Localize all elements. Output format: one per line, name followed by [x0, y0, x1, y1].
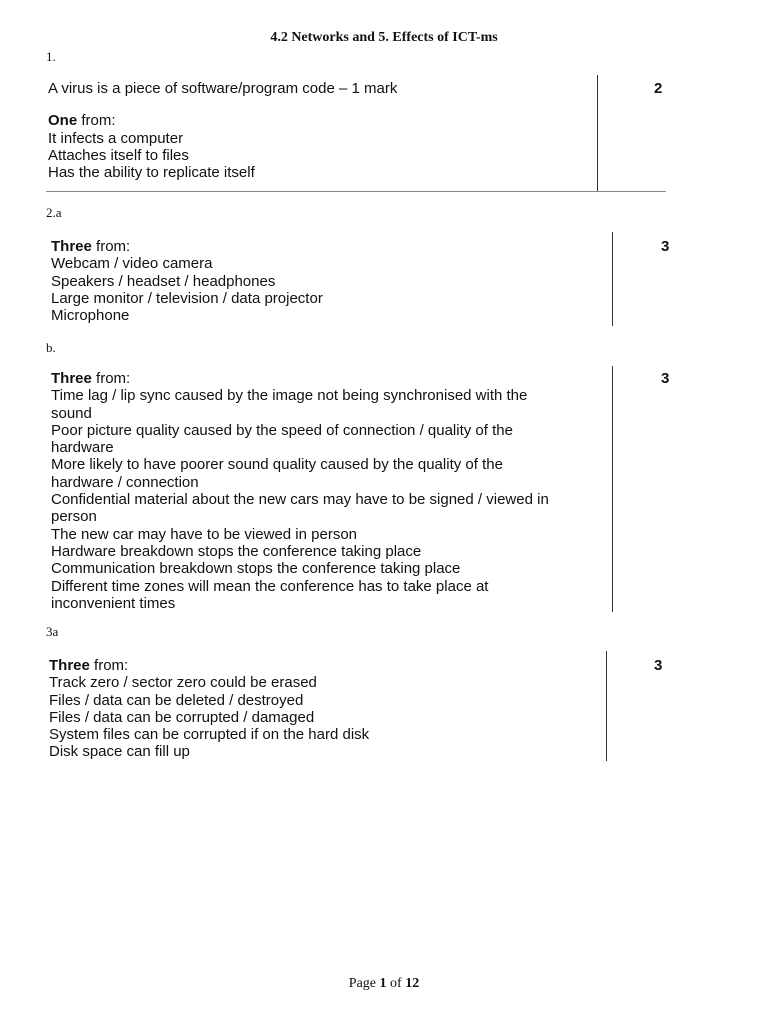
- answer-line: Webcam / video camera: [51, 255, 213, 273]
- column-divider: [606, 651, 607, 761]
- answer-line: Microphone: [51, 307, 130, 325]
- page-total: 12: [405, 976, 420, 991]
- question-number: b.: [46, 340, 56, 355]
- answer-line: Speakers / headset / headphones: [51, 272, 276, 290]
- lead-quantifier: Three: [49, 657, 90, 674]
- answer-block-2a: [51, 238, 323, 324]
- lead-text: from:: [89, 657, 129, 674]
- lead-quantifier: Three: [51, 238, 92, 255]
- answer-line: inconvenient times: [51, 594, 176, 612]
- mark-value: 2: [654, 80, 663, 97]
- answer-line: Hardware breakdown stops the conference taking place: [51, 542, 422, 560]
- answer-line: Large monitor / television / data projector: [51, 289, 323, 307]
- answer-line: The new car may have to be viewed in person: [51, 525, 357, 543]
- answer-lead: [51, 238, 323, 255]
- answer-line: Disk space can fill up: [49, 743, 190, 761]
- question-number: 1.: [46, 49, 56, 64]
- answer-line: More likely to have poorer sound quality caused by the quality of the: [51, 456, 503, 474]
- page-prefix: Page: [348, 976, 380, 991]
- answer-lead: [51, 370, 549, 387]
- answer-line: Communication breakdown stops the conference taking place: [51, 560, 461, 578]
- answer-line: A virus is a piece of software/program code – 1 mark: [48, 80, 398, 97]
- answer-line: hardware: [51, 439, 114, 457]
- mark-value: 3: [661, 238, 670, 255]
- answer-line: System files can be corrupted if on the hard disk: [49, 726, 370, 744]
- answer-line: Track zero / sector zero could be erased: [49, 674, 317, 692]
- question-number: 3a: [46, 624, 59, 639]
- answer-line: Poor picture quality caused by the speed of connection / quality of the: [51, 421, 513, 439]
- answer-block-2b: [51, 370, 549, 612]
- answer-block-3a: [49, 657, 369, 761]
- page-middle: of: [386, 976, 406, 991]
- answer-line: Attaches itself to files: [48, 146, 189, 164]
- answer-line: Confidential material about the new cars may have to be signed / viewed in: [51, 491, 549, 509]
- page-current: 1: [379, 976, 387, 991]
- answer-lead: [49, 657, 369, 674]
- column-divider: [597, 75, 598, 191]
- column-divider: [612, 366, 613, 612]
- document-title: 4.2 Networks and 5. Effects of ICT-ms: [270, 30, 498, 45]
- lead-text: from:: [91, 238, 131, 255]
- mark-value: 3: [654, 657, 663, 674]
- answer-line: Files / data can be deleted / destroyed: [49, 691, 304, 709]
- page-footer: [0, 976, 768, 992]
- answer-line: Time lag / lip sync caused by the image not being synchronised with the: [51, 387, 528, 405]
- answer-lead: [48, 112, 397, 129]
- answer-block-1: [48, 80, 397, 181]
- lead-text: from:: [77, 112, 116, 130]
- answer-line: Different time zones will mean the conference has to take place at: [51, 577, 489, 595]
- lead-text: from:: [91, 370, 131, 387]
- answer-line: person: [51, 508, 97, 526]
- section-divider: [46, 191, 666, 192]
- answer-line: Has the ability to replicate itself: [48, 164, 255, 182]
- column-divider: [612, 232, 613, 326]
- mark-value: 3: [661, 370, 670, 387]
- question-number: 2.a: [46, 205, 62, 220]
- answer-line: hardware / connection: [51, 473, 199, 491]
- lead-quantifier: Three: [51, 370, 92, 387]
- lead-quantifier: One: [48, 112, 78, 130]
- answer-line: sound: [51, 404, 92, 422]
- answer-line: Files / data can be corrupted / damaged: [49, 708, 315, 726]
- answer-line: It infects a computer: [48, 129, 184, 147]
